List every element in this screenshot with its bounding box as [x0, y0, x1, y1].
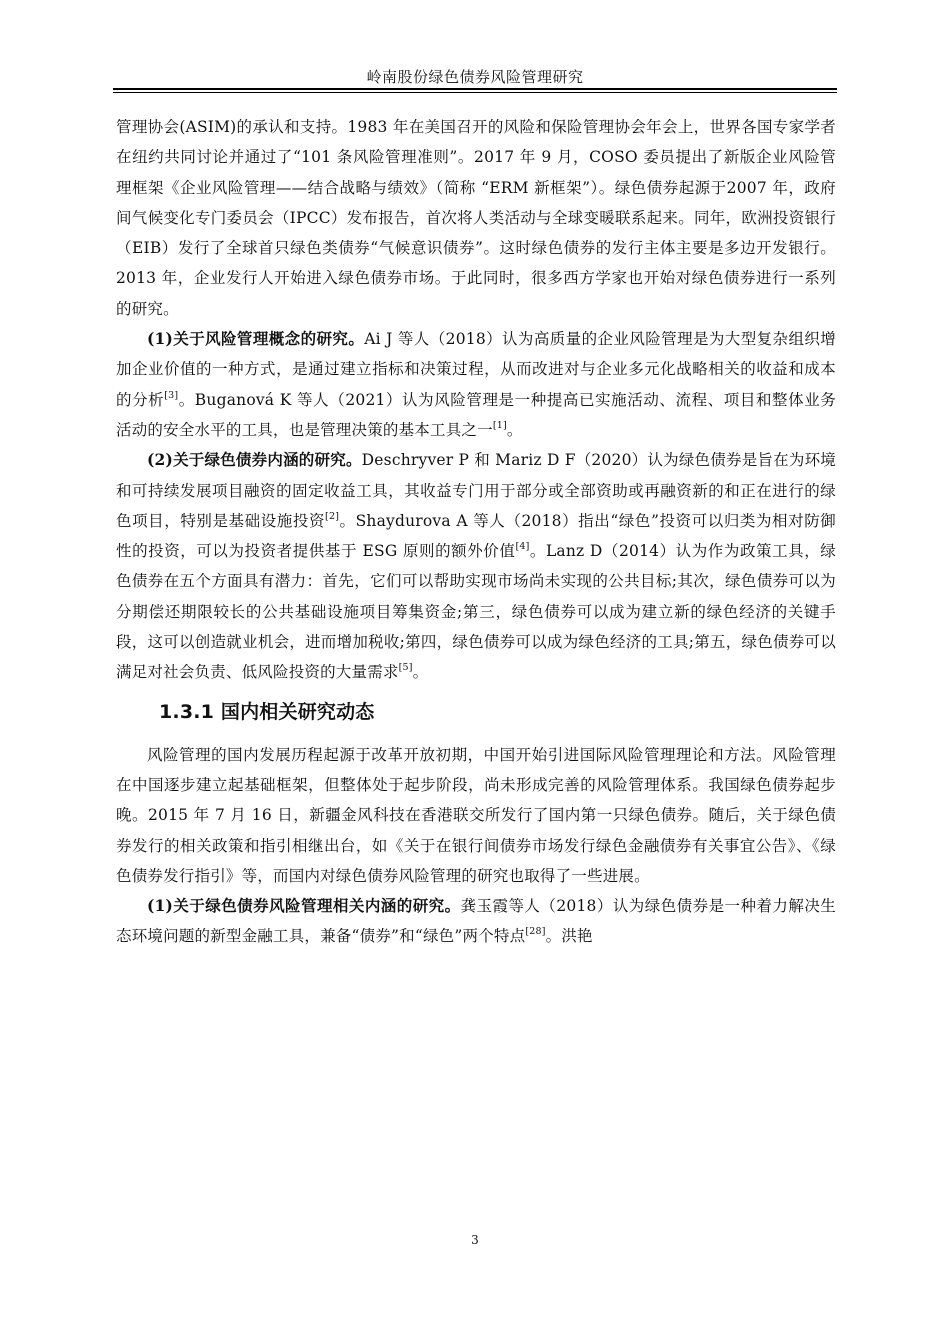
paragraph: [116, 445, 836, 687]
paragraph-text: 。洪艳: [545, 927, 593, 946]
citation-ref: [1]: [492, 419, 507, 431]
citation-ref: [28]: [525, 926, 546, 938]
citation-ref: [5]: [398, 662, 413, 674]
paragraph: [116, 324, 836, 445]
paragraph-text: Ai J 等人（2018）认为高质量的企业风险管理是为大型复杂组织增加企业价值的一种方式，是通过建立指标和决策过程，从而改进对与企业多元化战略相关的收益和成本的分析: [116, 330, 836, 409]
paragraph-text: 。: [412, 663, 429, 682]
section-heading: 1.3.1 国内相关研究动态: [159, 700, 375, 723]
paragraph: [116, 891, 836, 952]
header-rule-thick: [113, 88, 837, 90]
paragraph-text: 。: [506, 420, 523, 439]
paragraph: 管理协会(ASIM)的承认和支持。1983 年在美国召开的风险和保险管理协会年会上，世界各国专家学者在纽约共同讨论并通过了“101 条风险管理准则”。2017 年 9 月，COSO 委员提出了新版企业风险管理框架《企业风险管理——结合战略与绩效》（简称 “ERM 新框架”）。绿色债券起源于2007 年，政府间气候变化专门委员会（IPCC）发布报告，首次将人类活动与全球变暖联系起来。同年，欧洲投资银行（EIB）发行了全球首只绿色类债券“气候意识债券”。这时绿色债券的发行主体主要是多边开发银行。2013 年，企业发行人开始进入绿色债券市场。于此同时，很多西方学家也开始对绿色债券进行一系列的研究。: [116, 118, 836, 318]
page-number: 3: [471, 1233, 479, 1247]
citation-ref: [3]: [164, 389, 179, 401]
paragraph-text: 。Lanz D（2014）认为作为政策工具，绿色债券在五个方面具有潜力：首先，它们可以帮助实现市场尚未实现的公共目标;其次，绿色债券可以为分期偿还期限较长的公共基础设施项目筹集资金;第三，绿色债券可以成为建立新的绿色经济的关键手段，这可以创造就业机会，进而增加税收;第四，绿色债券可以成为绿色经济的工具;第五，绿色债券可以满足对社会负责、低风险投资的大量需求: [116, 542, 836, 682]
citation-ref: [4]: [515, 541, 530, 553]
paragraph-lead: (1)关于风险管理概念的研究。: [147, 329, 365, 349]
paragraph-text: 。Buganová K 等人（2021）认为风险管理是一种提高已实施活动、流程、项目和整体业务活动的安全水平的工具，也是管理决策的基本工具之一: [116, 390, 836, 439]
paragraph-lead: (2)关于绿色债券内涵的研究。: [147, 450, 362, 470]
paragraph-text: Deschryver P 和 Mariz D F（2020）认为绿色债券是旨在为环境和可持续发展项目融资的固定收益工具，其收益专门用于部分或全部资助或再融资新的和正在进行的绿色项目，特别是基础设施投资: [116, 451, 836, 530]
header-rule-thin: [113, 92, 837, 93]
paragraph-text: 。Shaydurova A 等人（2018）指出“绿色”投资可以归类为相对防御性的投资，可以为投资者提供基于 ESG 原则的额外价值: [116, 511, 836, 561]
body-text: [116, 112, 836, 952]
running-header-title: 岭南股份绿色债券风险管理研究: [366, 68, 584, 86]
paragraph: 风险管理的国内发展历程起源于改革开放初期，中国开始引进国际风险管理理论和方法。风险管理在中国逐步建立起基础框架，但整体处于起步阶段，尚未形成完善的风险管理体系。我国绿色债券起步晚。2015 年 7 月 16 日，新疆金风科技在香港联交所发行了国内第一只绿色债券。随后，关于绿色债券发行的相关政策和指引相继出台，如《关于在银行间债券市场发行绿色金融债券有关事宜公告》、《绿色债券发行指引》等，而国内对绿色债券风险管理的研究也取得了一些进展。: [116, 745, 836, 885]
citation-ref: [2]: [325, 510, 340, 522]
paragraph-lead: (1)关于绿色债券风险管理相关内涵的研究。: [147, 896, 461, 916]
paragraph-text: 龚玉霞等人（2018）认为绿色债券是一种着力解决生态环境问题的新型金融工具，兼备“债券”和“绿色”两个特点: [116, 897, 836, 946]
